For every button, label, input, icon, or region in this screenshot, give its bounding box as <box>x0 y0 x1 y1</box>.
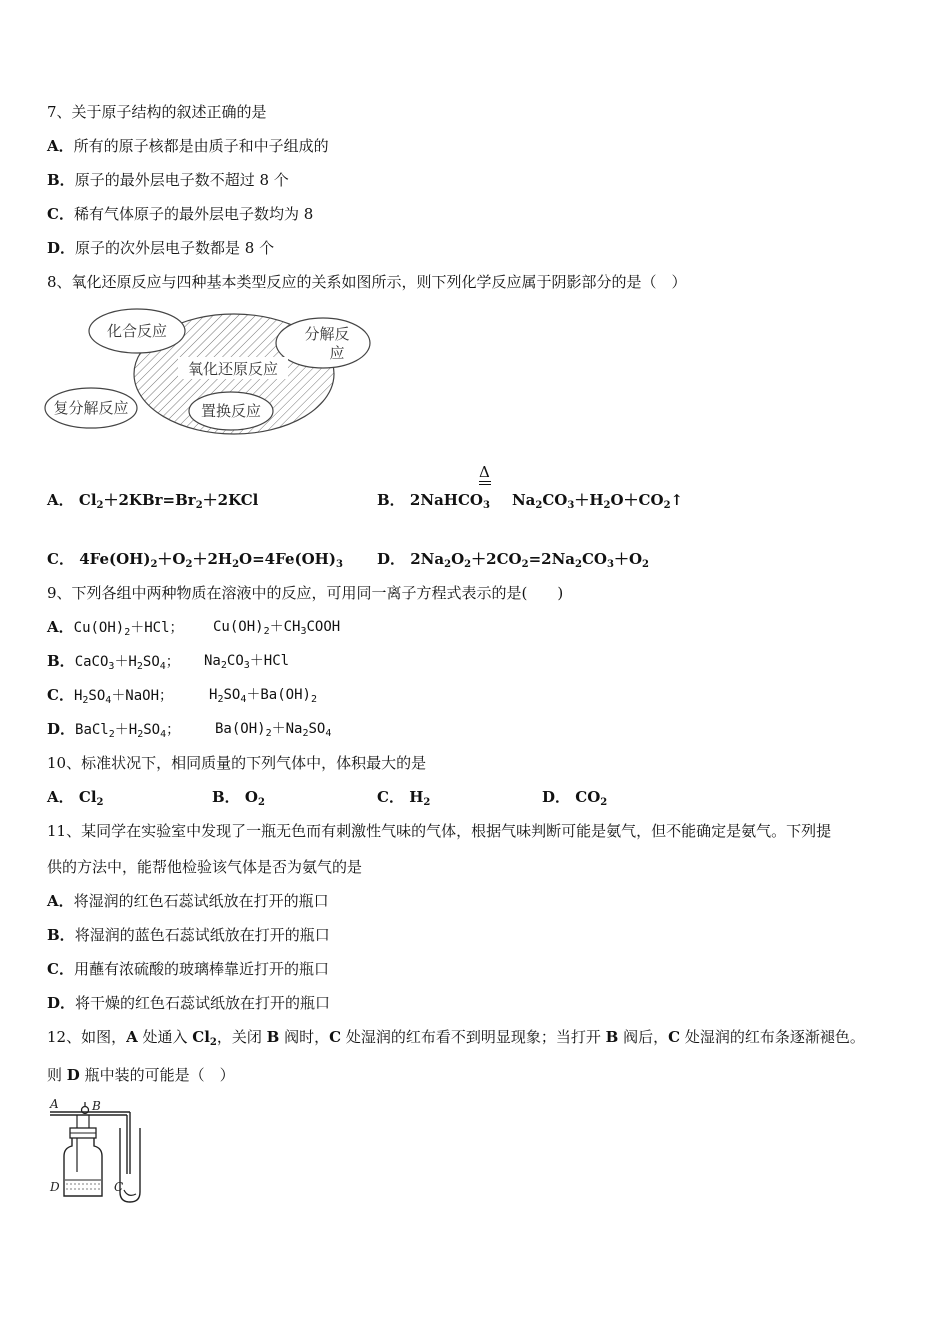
q7-stem: 7、关于原子结构的叙述正确的是 <box>47 103 267 121</box>
reaction-venn-diagram <box>44 306 384 438</box>
apparatus-label-b: B <box>92 1099 101 1113</box>
apparatus-label-a: A <box>50 1097 59 1111</box>
q8-option-b: B． 2NaHCO$_3$ $Na_2CO_3+H_2O+CO_2↑$ <box>377 491 684 511</box>
q9-option-d: D．$BaCl_2+H_2SO_4$； <box>47 720 181 740</box>
q9-option-a: A．$Cu(OH)_2+HCl$； <box>47 618 184 638</box>
q9-option-d-second: $Ba(OH)_2+Na_2SO_4$ <box>215 721 332 739</box>
double-displacement-label: 复分解反应 <box>53 399 129 417</box>
apparatus-label-c: C <box>114 1180 124 1194</box>
combination-label: 化合反应 <box>106 322 168 340</box>
q10-option-a: A． $Cl_2$ <box>47 788 104 808</box>
apparatus-label-d: D <box>50 1180 60 1194</box>
gas-apparatus-figure <box>44 1094 154 1206</box>
q11-option-d: D．将干燥的红色石蕊试纸放在打开的瓶口 <box>47 994 331 1012</box>
q12-stem-line1: 12、如图，A 处通入 $Cl_2$，关闭 B 阀时，C 处湿润的红布看不到明显现象；当打开 B 阀后，C 处湿润的红布条逐渐褪色。 <box>47 1028 865 1048</box>
q7-option-d: D．原子的次外层电子数都是 8 个 <box>47 239 275 257</box>
q10-stem: 10、标准状况下，相同质量的下列气体中，体积最大的是 <box>47 754 427 772</box>
q10-option-c: C． $H_2$ <box>377 788 431 808</box>
q11-option-a: A．将湿润的红色石蕊试纸放在打开的瓶口 <box>47 892 329 910</box>
q12-stem-line2: 则 D 瓶中装的可能是（ ） <box>47 1066 235 1084</box>
q11-option-b: B．将湿润的蓝色石蕊试纸放在打开的瓶口 <box>47 926 330 944</box>
q9-option-c: C．$H_2SO_4+NaOH$； <box>47 686 174 706</box>
q8-option-c: C． $4Fe(OH)_2+O_2+2H_2O=4Fe(OH)_3$ <box>47 550 343 570</box>
q8-option-a: A． $Cl_2+2KBr=Br_2+2KCl$ <box>47 491 259 511</box>
q11-stem-line1: 11、某同学在实验室中发现了一瓶无色而有刺激性气味的气体，根据气味判断可能是氨气，但不能确定是氨气。下列提 <box>47 822 832 840</box>
q8-option-d: D． $2Na_2O_2+2CO_2=2Na_2CO_3+O_2$ <box>377 550 649 570</box>
decomposition-label-1: 分解反 <box>304 325 350 343</box>
q9-option-a-second: $Cu(OH)_2+CH_3COOH$ <box>213 619 341 637</box>
q9-stem: 9、下列各组中两种物质在溶液中的反应，可用同一离子方程式表示的是( ) <box>47 584 564 602</box>
q10-option-b: B． $O_2$ <box>212 788 265 808</box>
q8-stem: 8、氧化还原反应与四种基本类型反应的关系如图所示，则下列化学反应属于阴影部分的是（ ） <box>47 273 687 291</box>
heat-delta-symbol: Δ <box>479 462 491 485</box>
decomposition-label-2: 应 <box>329 344 345 362</box>
q9-option-c-second: $H_2SO_4+Ba(OH)_2$ <box>209 687 317 705</box>
q9-option-b-second: $Na_2CO_3+HCl$ <box>204 653 290 671</box>
q10-option-d: D． $CO_2$ <box>542 788 608 808</box>
q9-option-b: B．$CaCO_3+H_2SO_4$； <box>47 652 180 672</box>
q11-stem-line2: 供的方法中，能帮他检验该气体是否为氨气的是 <box>47 858 363 876</box>
q7-option-c: C．稀有气体原子的最外层电子数均为 8 <box>47 205 314 223</box>
redox-label: 氧化还原反应 <box>187 360 279 378</box>
q11-option-c: C．用蘸有浓硫酸的玻璃棒靠近打开的瓶口 <box>47 960 329 978</box>
displacement-label: 置换反应 <box>200 402 262 420</box>
q7-option-a: A．所有的原子核都是由质子和中子组成的 <box>47 137 329 155</box>
q7-option-b: B．原子的最外层电子数不超过 8 个 <box>47 171 289 189</box>
